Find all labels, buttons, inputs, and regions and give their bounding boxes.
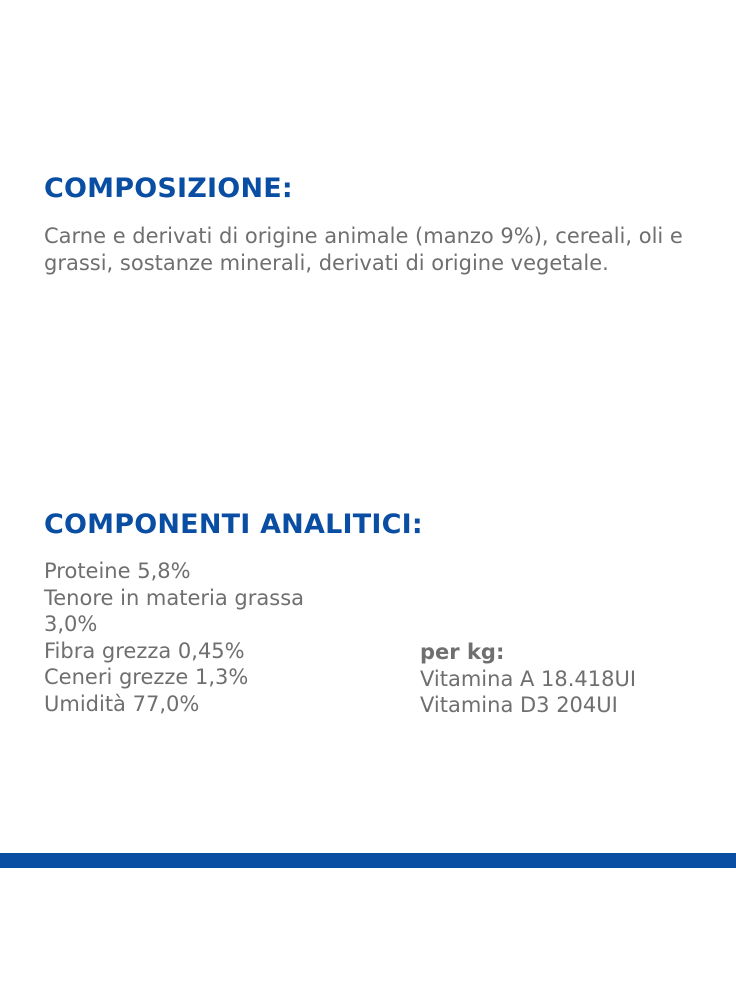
vitamins-block — [420, 639, 720, 719]
analytics-list — [44, 558, 324, 717]
composition-heading: COMPOSIZIONE: — [44, 173, 293, 204]
vitamin-a: Vitamina A 18.418UI — [420, 666, 637, 691]
analytics-item-ash: Ceneri grezze 1,3% — [44, 665, 249, 689]
per-kg-label: per kg: — [420, 640, 505, 664]
composition-text: Carne e derivati di origine animale (manzo 9%), cereali, oli e grassi, sostanze minerali, derivati di origine vegetale. — [44, 224, 683, 275]
bottom-accent-band — [0, 853, 736, 868]
analytics-item-fiber: Fibra grezza 0,45% — [44, 638, 245, 663]
analytics-item-moisture: Umidità 77,0% — [44, 691, 200, 716]
vitamin-d3: Vitamina D3 204UI — [420, 693, 618, 717]
analytics-item-fat: Tenore in materia grassa 3,0% — [44, 585, 304, 636]
analytics-heading: COMPONENTI ANALITICI: — [44, 509, 423, 540]
analytics-item-protein: Proteine 5,8% — [44, 559, 191, 583]
